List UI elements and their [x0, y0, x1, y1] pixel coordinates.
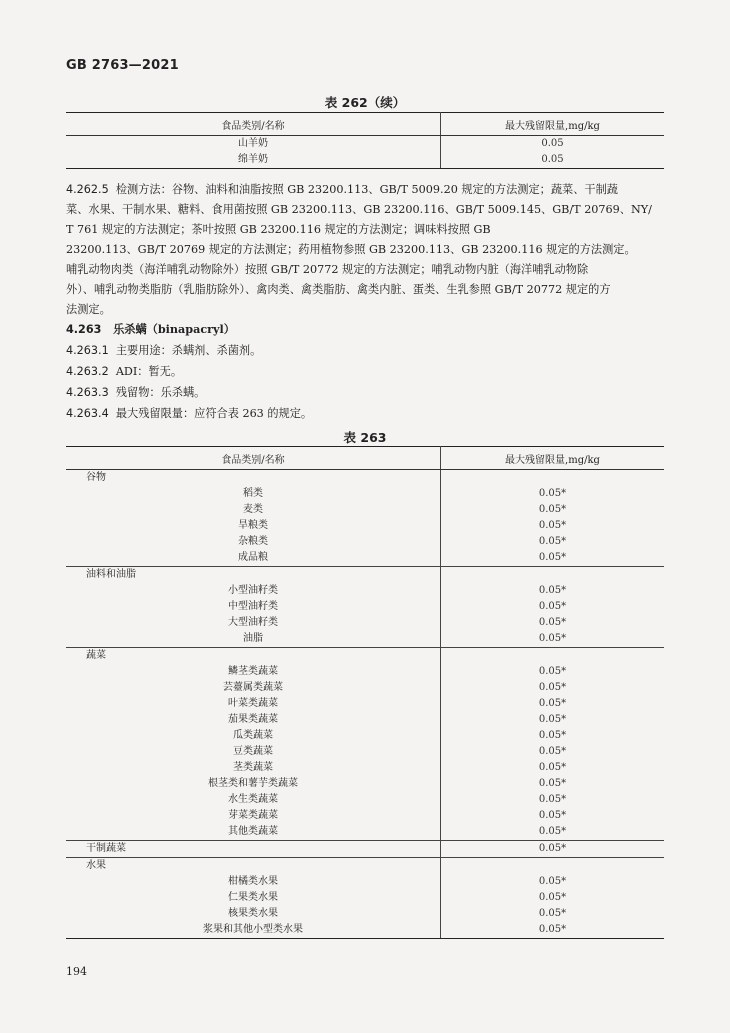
- section-title: 乐杀螨（binapacryl）: [113, 322, 235, 336]
- table-row: [66, 824, 664, 841]
- document-header: GB 2763—2021: [66, 58, 179, 73]
- food-name: 成品粮: [66, 550, 441, 567]
- item-number: 4.263.2: [66, 365, 109, 378]
- food-name: 芸薹属类蔬菜: [66, 680, 441, 696]
- item-text: 最大残留限量：应符合表 263 的规定。: [115, 407, 313, 420]
- limit-value: 0.05*: [538, 908, 567, 919]
- section-number: 4.263: [66, 323, 102, 336]
- item-4-263-2: [66, 362, 182, 382]
- table-row: [66, 664, 664, 680]
- limit-value: 0.05*: [538, 762, 567, 773]
- paragraph-line: 23200.113、GB/T 20769 规定的方法测定；药用植物参照 GB 23200.113、GB 23200.116 规定的方法测定。: [66, 243, 636, 256]
- item-4-263-3: [66, 383, 205, 403]
- food-name: 大型油籽类: [66, 615, 441, 631]
- limit-value: 0.05*: [538, 633, 567, 644]
- food-name: 稻类: [66, 486, 441, 502]
- limit-value: 0.05*: [538, 810, 567, 821]
- food-name: 旱粮类: [66, 518, 441, 534]
- limit-value: 0.05*: [538, 730, 567, 741]
- food-name: 鳞茎类蔬菜: [66, 664, 441, 680]
- food-name: 山羊奶: [66, 136, 441, 153]
- limit-value: 0.05*: [538, 714, 567, 725]
- col-header-name: 食品类别/名称: [66, 113, 441, 136]
- limit-value: 0.05*: [441, 922, 665, 939]
- limit-value: 0.05*: [538, 876, 567, 887]
- food-name: 根茎类和薯芋类蔬菜: [66, 776, 441, 792]
- paragraph-line: 检测方法：谷物、油料和油脂按照 GB 23200.113、GB/T 5009.20 规定的方法测定；蔬菜、干制蔬: [115, 183, 618, 196]
- table-row: [66, 680, 664, 696]
- table-263: [66, 446, 664, 939]
- table-row: [66, 631, 664, 648]
- col-header-limit: 最大残留限量,mg/kg: [441, 113, 665, 136]
- section-number: 4.262.5: [66, 183, 109, 196]
- food-name: 水生类蔬菜: [66, 792, 441, 808]
- food-name: 绵羊奶: [66, 152, 441, 169]
- table-row: [66, 712, 664, 728]
- item-4-263-4: [66, 404, 312, 424]
- table-263-caption: 表 263: [343, 430, 387, 445]
- limit-value: 0.05*: [538, 488, 567, 499]
- paragraph-line: 法测定。: [66, 303, 111, 316]
- food-name: 茎类蔬菜: [66, 760, 441, 776]
- limit-value: 0.05*: [538, 892, 567, 903]
- table-262: [66, 112, 664, 169]
- food-name: 核果类水果: [66, 906, 441, 922]
- food-name: 芽菜类蔬菜: [66, 808, 441, 824]
- table-row: [66, 599, 664, 615]
- section-4-263-title: [66, 319, 235, 340]
- category-row: [66, 858, 664, 875]
- item-number: 4.263.4: [66, 407, 109, 420]
- food-name: 茄果类蔬菜: [66, 712, 441, 728]
- food-name: 瓜类蔬菜: [66, 728, 441, 744]
- table-row: [66, 152, 664, 169]
- limit-value: 0.05*: [538, 682, 567, 693]
- col-header-name: 食品类别/名称: [66, 447, 441, 470]
- table-header-row: [66, 113, 664, 136]
- food-name: 小型油籽类: [66, 583, 441, 599]
- item-number: 4.263.1: [66, 344, 109, 357]
- table-row: [66, 776, 664, 792]
- paragraph-line: T 761 规定的方法测定；茶叶按照 GB 23200.116 规定的方法测定；调味料按照 GB: [66, 223, 491, 236]
- page-number: 194: [66, 965, 87, 978]
- food-name: 杂粮类: [66, 534, 441, 550]
- table-row: [66, 615, 664, 631]
- table-row: [66, 874, 664, 890]
- table-header-row: [66, 447, 664, 470]
- table-262-caption: 表 262（续）: [324, 95, 406, 110]
- col-header-limit: 最大残留限量,mg/kg: [441, 447, 665, 470]
- limit-value: 0.05*: [538, 826, 567, 837]
- limit-value: 0.05*: [538, 552, 567, 563]
- category-row: [66, 470, 664, 487]
- table-row: [66, 502, 664, 518]
- table-row: [66, 696, 664, 712]
- item-text: ADI：暂无。: [115, 365, 183, 378]
- section-4-262-5: [66, 180, 664, 320]
- paragraph-line: 菜、水果、干制水果、糖料、食用菌按照 GB 23200.113、GB 23200.116、GB/T 5009.145、GB/T 20769、NY/: [66, 203, 652, 216]
- table-row: [66, 534, 664, 550]
- limit-value: 0.05: [441, 152, 665, 169]
- limit-value: 0.05*: [538, 698, 567, 709]
- limit-value: 0.05*: [538, 585, 567, 596]
- limit-value: 0.05*: [538, 601, 567, 612]
- item-text: 主要用途：杀螨剂、杀菌剂。: [115, 344, 262, 357]
- table-row: [66, 906, 664, 922]
- limit-value: 0.05: [541, 138, 564, 149]
- table-row: [66, 583, 664, 599]
- paragraph-line: 外）、哺乳动物类脂肪（乳脂肪除外）、禽肉类、禽类脂肪、禽类内脏、蛋类、生乳参照 GB/T 20772 规定的方: [66, 283, 611, 296]
- food-name: 仁果类水果: [66, 890, 441, 906]
- category-name: 水果: [66, 858, 441, 875]
- limit-value: 0.05*: [538, 536, 567, 547]
- limit-value: 0.05*: [538, 617, 567, 628]
- limit-value: 0.05*: [538, 504, 567, 515]
- item-4-263-1: [66, 341, 261, 361]
- table-row: [66, 550, 664, 567]
- category-row: [66, 841, 664, 858]
- food-name: 其他类蔬菜: [66, 824, 441, 841]
- table-row: [66, 486, 664, 502]
- limit-value: 0.05*: [538, 520, 567, 531]
- table-row: [66, 744, 664, 760]
- table-row: [66, 136, 664, 153]
- table-row: [66, 922, 664, 939]
- limit-value: 0.05*: [441, 841, 665, 858]
- food-name: 豆类蔬菜: [66, 744, 441, 760]
- category-name: 干制蔬菜: [66, 841, 441, 858]
- table-row: [66, 808, 664, 824]
- category-name: 油料和油脂: [66, 567, 441, 584]
- category-row: [66, 567, 664, 584]
- food-name: 麦类: [66, 502, 441, 518]
- category-row: [66, 648, 664, 665]
- table-row: [66, 760, 664, 776]
- food-name: 浆果和其他小型类水果: [66, 922, 441, 939]
- food-name: 中型油籽类: [66, 599, 441, 615]
- table-row: [66, 890, 664, 906]
- item-number: 4.263.3: [66, 386, 109, 399]
- limit-value: 0.05*: [538, 778, 567, 789]
- limit-value: 0.05*: [538, 746, 567, 757]
- paragraph-line: 哺乳动物肉类（海洋哺乳动物除外）按照 GB/T 20772 规定的方法测定；哺乳动物内脏（海洋哺乳动物除: [66, 263, 589, 276]
- food-name: 油脂: [66, 631, 441, 648]
- limit-value: 0.05*: [538, 794, 567, 805]
- food-name: 叶菜类蔬菜: [66, 696, 441, 712]
- category-name: 谷物: [66, 470, 441, 487]
- limit-value: 0.05*: [538, 666, 567, 677]
- table-row: [66, 518, 664, 534]
- food-name: 柑橘类水果: [66, 874, 441, 890]
- table-row: [66, 728, 664, 744]
- table-row: [66, 792, 664, 808]
- item-text: 残留物：乐杀螨。: [115, 386, 206, 399]
- category-name: 蔬菜: [66, 648, 441, 665]
